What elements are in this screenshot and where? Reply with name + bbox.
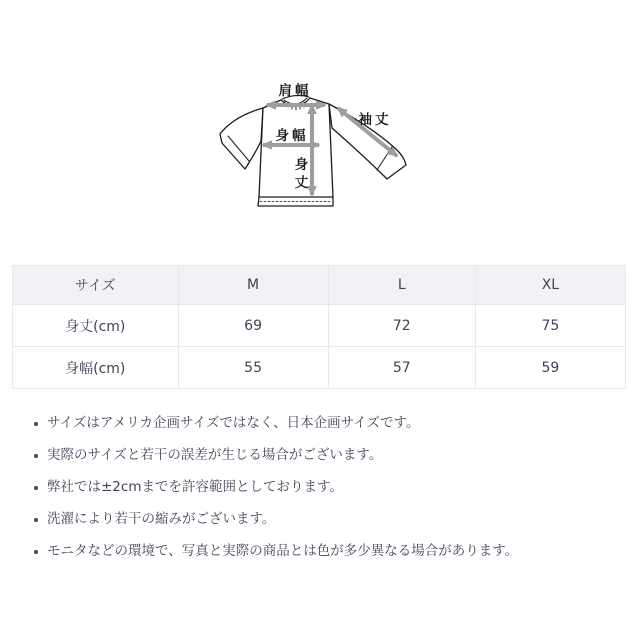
body-width-label: 身幅 [275,128,309,144]
note-item: モニタなどの環境で、写真と実際の商品とは色が多少異なる場合があります。 [31,544,627,559]
notes-list [31,416,627,576]
size-table-header-xl: XL [475,266,625,305]
body-length-label-bottom: 丈 [294,175,312,191]
note-item: サイズはアメリカ企画サイズではなく、日本企画サイズです。 [31,416,627,431]
body-length-label-top: 身 [294,157,312,173]
row-label: 身丈(cm) [13,305,179,347]
size-table-header-l: L [328,266,475,305]
table-cell: 75 [475,305,625,347]
table-cell: 69 [178,305,328,347]
size-table-header-size: サイズ [13,266,179,305]
table-row-body-length [13,305,626,347]
table-cell: 55 [178,347,328,389]
note-item: 弊社では±2cmまでを許容範囲としております。 [31,480,627,495]
table-cell: 59 [475,347,625,389]
size-table [12,265,626,389]
sleeve-length-label: 袖丈 [358,112,392,128]
note-item: 洗濯により若干の縮みがございます。 [31,512,627,527]
table-cell: 72 [328,305,475,347]
table-row-body-width [13,347,626,389]
size-table-header-row [13,266,626,305]
table-cell: 57 [328,347,475,389]
size-table-header-m: M [178,266,328,305]
shirt-size-diagram [188,68,420,240]
note-item: 実際のサイズと若干の誤差が生じる場合がございます。 [31,448,627,463]
row-label: 身幅(cm) [13,347,179,389]
shoulder-width-label: 肩幅 [278,83,312,99]
